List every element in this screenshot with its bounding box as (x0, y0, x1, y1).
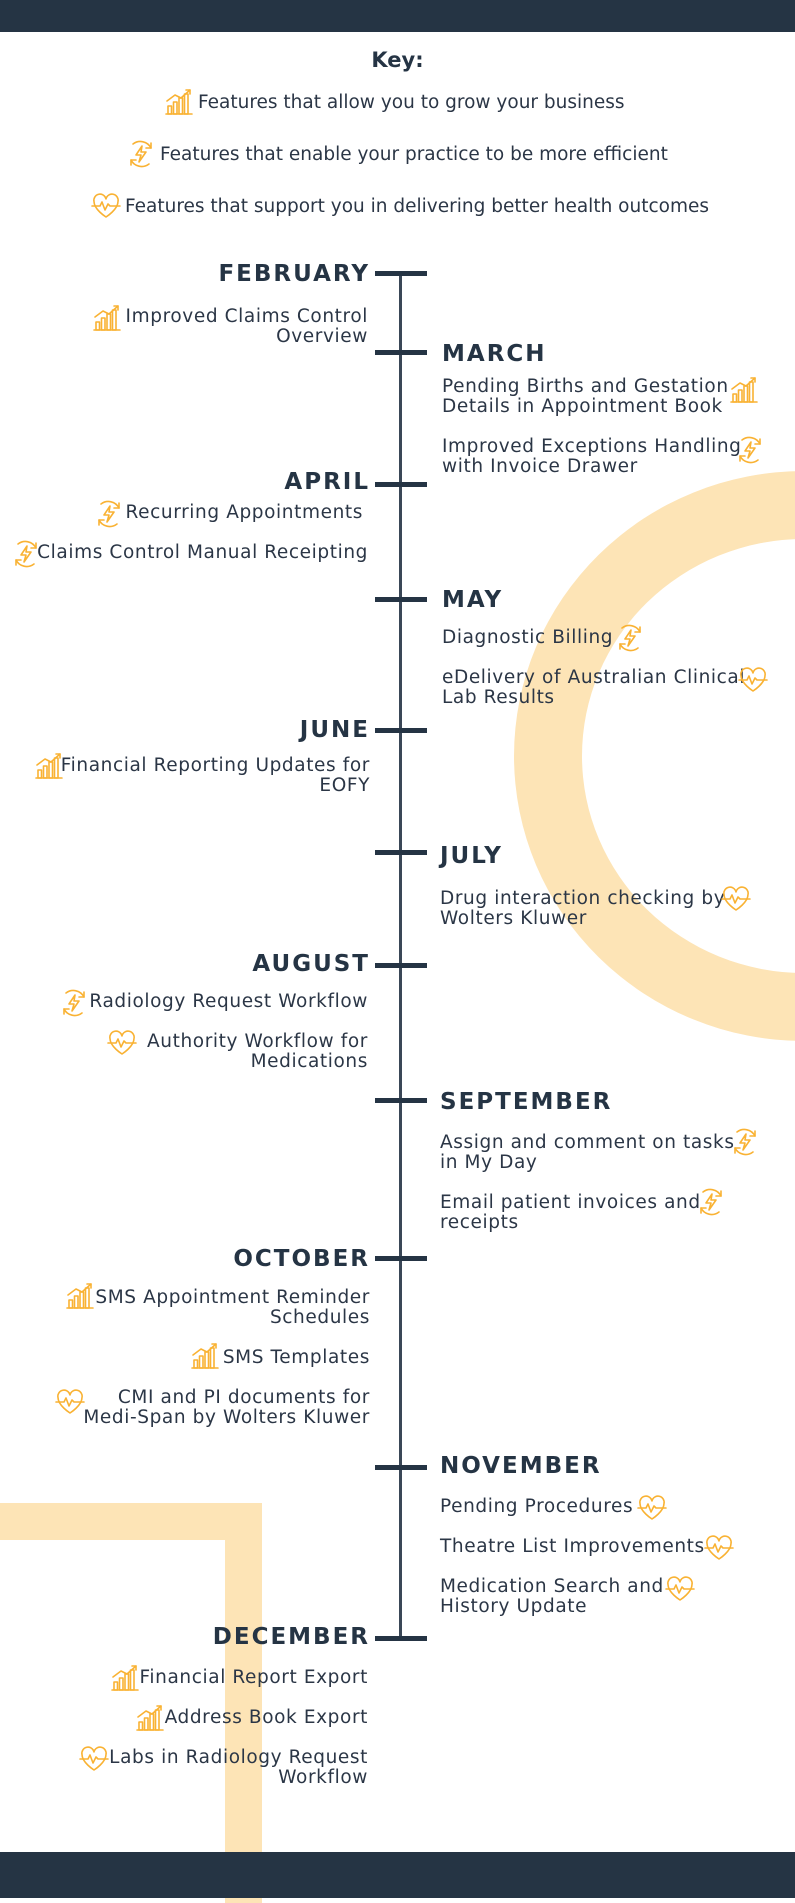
key-title: Key: (371, 48, 424, 72)
key-row-grow (163, 86, 625, 118)
feature-item (61, 756, 370, 796)
month-may: MAY (442, 587, 504, 613)
lightning-cycle-icon (125, 138, 157, 170)
chart-growth-icon (134, 1702, 166, 1734)
feature-item (223, 1348, 370, 1368)
lightning-cycle-icon (58, 987, 90, 1019)
heart-pulse-icon (90, 190, 122, 222)
heart-pulse-icon (720, 883, 752, 915)
heart-pulse-icon (703, 1532, 735, 1564)
feature-text-line: Assign and comment on tasks (440, 1132, 735, 1153)
chart-growth-icon (163, 86, 195, 118)
feature-text-line: Recurring Appointments (125, 502, 363, 523)
feature-item (83, 1388, 370, 1428)
lightning-cycle-icon (10, 538, 42, 570)
feature-text-line: eDelivery of Australian Clinical (442, 667, 746, 688)
key-efficient-label: Features that enable your practice to be more efficient (160, 143, 668, 165)
top-banner (0, 0, 795, 32)
feature-text-line: Address Book Export (164, 1707, 368, 1728)
feature-item (442, 628, 613, 648)
feature-text-line: Authority Workflow for (147, 1031, 368, 1052)
feature-item (89, 992, 368, 1012)
chart-growth-icon (189, 1340, 221, 1372)
tick-november (375, 1465, 427, 1470)
month-march: MARCH (442, 341, 547, 367)
feature-text-line: Lab Results (442, 687, 555, 708)
feature-text-line: Email patient invoices and (440, 1192, 701, 1213)
feature-text-line: Details in Appointment Book (442, 396, 723, 417)
heart-pulse-icon (737, 664, 769, 696)
feature-text-line: EOFY (319, 775, 370, 796)
feature-text-line: with Invoice Drawer (442, 456, 638, 477)
feature-item (442, 668, 745, 708)
feature-text-line: Wolters Kluwer (440, 908, 587, 929)
key-row-health (90, 190, 709, 222)
tick-march (375, 350, 427, 355)
heart-pulse-icon (78, 1743, 110, 1775)
tick-february (375, 271, 427, 276)
lightning-cycle-icon (614, 622, 646, 654)
feature-item (95, 1288, 370, 1328)
tick-september (375, 1098, 427, 1103)
month-june: JUNE (299, 717, 370, 743)
key-grow-label: Features that allow you to grow your business (198, 91, 625, 113)
feature-text-line: Improved Exceptions Handling (442, 436, 742, 457)
feature-item (147, 1032, 368, 1072)
bottom-banner (0, 1852, 795, 1898)
tick-june (375, 728, 427, 733)
lightning-cycle-icon (93, 498, 125, 530)
month-april: APRIL (284, 469, 370, 495)
lightning-cycle-icon (695, 1186, 727, 1218)
feature-text-line: CMI and PI documents for (117, 1387, 370, 1408)
chart-growth-icon (91, 302, 123, 334)
feature-item (440, 889, 725, 929)
key-health-label: Features that support you in delivering better health outcomes (125, 195, 710, 217)
feature-text-line: receipts (440, 1212, 519, 1233)
feature-text-line: in My Day (440, 1152, 538, 1173)
feature-item (440, 1537, 705, 1557)
feature-item (37, 543, 368, 563)
feature-item (126, 503, 363, 523)
month-february: FEBRUARY (218, 261, 370, 287)
feature-text-line: Workflow (278, 1767, 368, 1788)
tick-august (375, 963, 427, 968)
month-september: SEPTEMBER (440, 1089, 613, 1115)
heart-pulse-icon (664, 1573, 696, 1605)
feature-text-line: History Update (440, 1596, 588, 1617)
feature-text-line: Financial Reporting Updates for (60, 755, 370, 776)
feature-item (126, 307, 368, 347)
month-august: AUGUST (252, 951, 370, 977)
tick-april (375, 482, 427, 487)
feature-text-line: Overview (276, 326, 368, 347)
tick-july (375, 850, 427, 855)
feature-text-line: Pending Procedures (440, 1496, 634, 1517)
tick-may (375, 597, 427, 602)
chart-growth-icon (728, 374, 760, 406)
feature-text-line: Labs in Radiology Request (109, 1747, 368, 1768)
month-october: OCTOBER (233, 1246, 370, 1272)
feature-text-line: SMS Appointment Reminder (95, 1287, 370, 1308)
heart-pulse-icon (636, 1492, 668, 1524)
month-december: DECEMBER (212, 1624, 370, 1650)
tick-december (375, 1636, 427, 1641)
feature-item (440, 1577, 664, 1617)
feature-item (165, 1708, 368, 1728)
feature-item (442, 377, 729, 417)
feature-item (442, 437, 742, 477)
chart-growth-icon (64, 1280, 96, 1312)
feature-text-line: Diagnostic Billing (442, 627, 614, 648)
chart-growth-icon (33, 750, 65, 782)
feature-text-line: Medications (250, 1051, 368, 1072)
feature-text-line: Radiology Request Workflow (89, 991, 368, 1012)
feature-text-line: Improved Claims Control (125, 306, 368, 327)
lightning-cycle-icon (729, 1126, 761, 1158)
feature-text-line: Claims Control Manual Receipting (37, 542, 368, 563)
decorative-ring (514, 471, 795, 1041)
feature-text-line: Drug interaction checking by (440, 888, 726, 909)
feature-text-line: SMS Templates (222, 1347, 370, 1368)
feature-text-line: Pending Births and Gestation (442, 376, 729, 397)
heart-pulse-icon (106, 1027, 138, 1059)
feature-text-line: Schedules (269, 1307, 370, 1328)
feature-text-line: Financial Report Export (139, 1667, 368, 1688)
feature-item (440, 1497, 633, 1517)
chart-growth-icon (109, 1662, 141, 1694)
month-july: JULY (440, 843, 503, 869)
decorative-corner-frame (0, 1503, 262, 1903)
feature-text-line: Theatre List Improvements (440, 1536, 705, 1557)
feature-item (440, 1133, 735, 1173)
month-november: NOVEMBER (440, 1453, 602, 1479)
tick-october (375, 1256, 427, 1261)
lightning-cycle-icon (734, 434, 766, 466)
heart-pulse-icon (54, 1386, 86, 1418)
feature-item (440, 1193, 701, 1233)
feature-text-line: Medi-Span by Wolters Kluwer (83, 1407, 370, 1428)
timeline-axis (399, 272, 402, 1640)
key-row-efficient (125, 138, 668, 170)
feature-item (140, 1668, 368, 1688)
feature-text-line: Medication Search and (440, 1576, 664, 1597)
feature-item (109, 1748, 368, 1788)
